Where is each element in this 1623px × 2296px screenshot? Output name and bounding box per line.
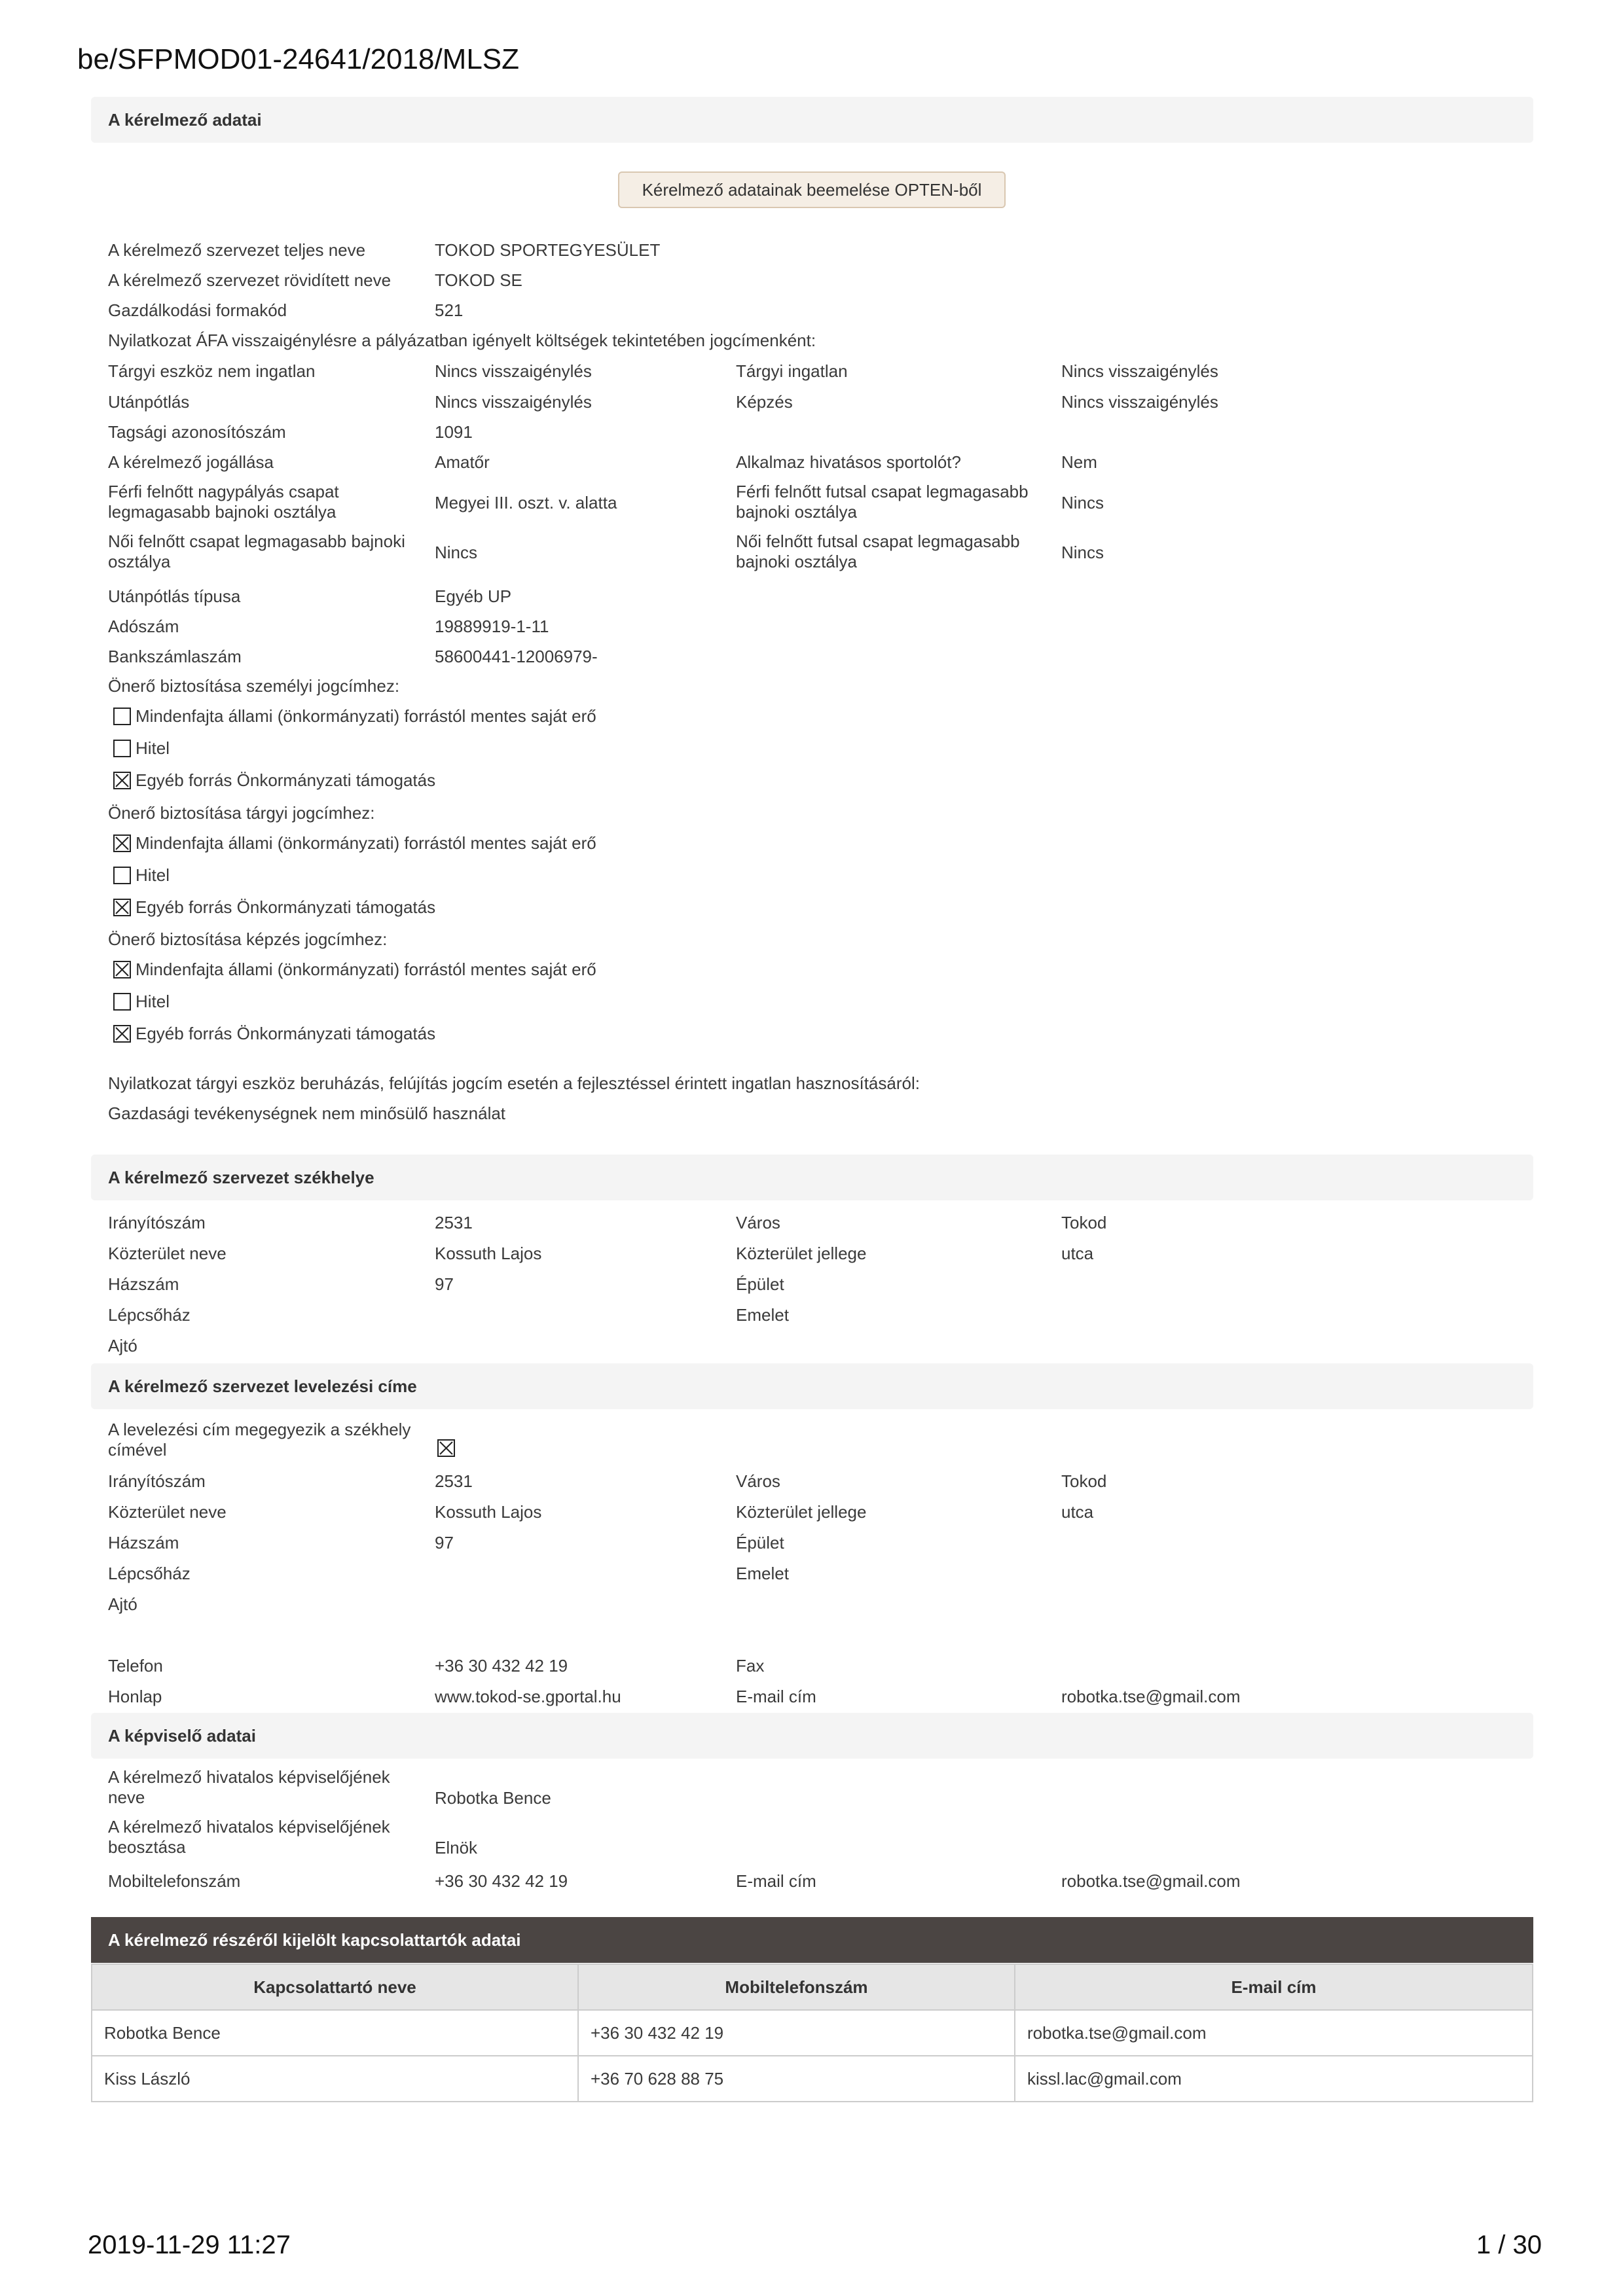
fax-label: Fax: [736, 1656, 765, 1676]
option-training-other: Egyéb forrás Önkormányzati támogatás: [136, 1024, 436, 1043]
option-personal-own: Mindenfajta állami (önkormányzati) forrástól mentes saját erő: [136, 706, 596, 726]
seat-house-no-value: 97: [435, 1274, 454, 1294]
women-futsal-value: Nincs: [1061, 543, 1104, 562]
form-code-label: Gazdálkodási formakód: [108, 300, 287, 320]
member-id-label: Tagsági azonosítószám: [108, 422, 286, 442]
mail-street-type-label: Közterület jellege: [736, 1502, 867, 1522]
own-funds-training-label: Önerő biztosítása képzés jogcímhez:: [108, 929, 388, 949]
men-futsal-label: Férfi felnőtt futsal csapat legmagasabb bajnoki osztálya: [736, 482, 1029, 522]
contact-email-cell: kissl.lac@gmail.com: [1015, 2056, 1533, 2102]
table-row: [92, 2056, 1533, 2102]
men-league-label: Férfi felnőtt nagypályás csapat legmagasabb bajnoki osztálya: [108, 482, 339, 522]
mail-street-value: Kossuth Lajos: [435, 1502, 542, 1522]
afa-declaration-label: Nyilatkozat ÁFA visszaigénylésre a pályázatban igényelt költségek tekintetében jogcímenként:: [108, 331, 816, 350]
checkbox-personal-own[interactable]: [113, 708, 131, 725]
mail-zip-value: 2531: [435, 1471, 473, 1491]
own-funds-personal-label: Önerő biztosítása személyi jogcímhez:: [108, 676, 400, 696]
section-header-seat: A kérelmező szervezet székhelye: [91, 1155, 1533, 1200]
training-value: Nincs visszaigénylés: [1061, 392, 1218, 412]
asset-value: Nincs visszaigénylés: [435, 361, 592, 381]
rep-email-value: robotka.tse@gmail.com: [1061, 1871, 1241, 1891]
seat-city-label: Város: [736, 1213, 780, 1232]
mail-zip-label: Irányítószám: [108, 1471, 206, 1491]
rep-position-label: A kérelmező hivatalos képviselőjének beosztása: [108, 1817, 390, 1857]
seat-floor-label: Emelet: [736, 1305, 789, 1325]
youth-type-label: Utánpótlás típusa: [108, 586, 241, 606]
contact-name-cell: Robotka Bence: [92, 2010, 578, 2056]
option-asset-own: Mindenfajta állami (önkormányzati) forrástól mentes saját erő: [136, 833, 596, 853]
training-label: Képzés: [736, 392, 793, 412]
checkbox-personal-loan[interactable]: [113, 740, 131, 757]
property-use-value: Gazdasági tevékenységnek nem minősülő használat: [108, 1103, 506, 1123]
youth-label: Utánpótlás: [108, 392, 190, 412]
mail-building-label: Épület: [736, 1533, 784, 1552]
own-funds-asset-label: Önerő biztosítása tárgyi jogcímhez:: [108, 803, 375, 823]
seat-zip-value: 2531: [435, 1213, 473, 1232]
form-code-value: 521: [435, 300, 464, 320]
men-league-value: Megyei III. oszt. v. alatta: [435, 493, 617, 512]
seat-staircase-label: Lépcsőház: [108, 1305, 191, 1325]
mail-city-label: Város: [736, 1471, 780, 1491]
table-header-row: [92, 1964, 1533, 2010]
full-name-value: TOKOD SPORTEGYESÜLET: [435, 240, 661, 260]
checkbox-asset-other[interactable]: [113, 899, 131, 916]
contact-mobile-cell: +36 30 432 42 19: [578, 2010, 1015, 2056]
mail-street-label: Közterület neve: [108, 1502, 227, 1522]
checkbox-training-loan[interactable]: [113, 993, 131, 1011]
pro-athlete-label: Alkalmaz hivatásos sportolót?: [736, 452, 961, 472]
checkbox-personal-other[interactable]: [113, 772, 131, 789]
youth-type-value: Egyéb UP: [435, 586, 512, 606]
footer-timestamp: 2019-11-29 11:27: [88, 2231, 291, 2259]
bank-account-value: 58600441-12006979-: [435, 647, 598, 666]
women-league-value: Nincs: [435, 543, 478, 562]
website-value: www.tokod-se.gportal.hu: [435, 1687, 621, 1706]
section-header-mailing: A kérelmező szervezet levelezési címe: [91, 1363, 1533, 1409]
bank-account-label: Bankszámlaszám: [108, 647, 242, 666]
phone-value: +36 30 432 42 19: [435, 1656, 568, 1676]
rep-email-label: E-mail cím: [736, 1871, 816, 1891]
checkbox-training-other[interactable]: [113, 1025, 131, 1043]
phone-label: Telefon: [108, 1656, 163, 1676]
legal-status-value: Amatőr: [435, 452, 490, 472]
mail-staircase-label: Lépcsőház: [108, 1564, 191, 1583]
opten-import-button[interactable]: Kérelmező adatainak beemelése OPTEN-ből: [618, 171, 1006, 208]
option-training-own: Mindenfajta állami (önkormányzati) forrástól mentes saját erő: [136, 960, 596, 979]
table-row: [92, 2010, 1533, 2056]
option-personal-other: Egyéb forrás Önkormányzati támogatás: [136, 770, 436, 790]
legal-status-label: A kérelmező jogállása: [108, 452, 274, 472]
mail-street-type-value: utca: [1061, 1502, 1094, 1522]
seat-building-label: Épület: [736, 1274, 784, 1294]
pro-athlete-value: Nem: [1061, 452, 1097, 472]
short-name-value: TOKOD SE: [435, 270, 522, 290]
mail-house-no-label: Házszám: [108, 1533, 179, 1552]
contacts-table: [91, 1964, 1533, 2102]
rep-mobile-label: Mobiltelefonszám: [108, 1871, 241, 1891]
mail-house-no-value: 97: [435, 1533, 454, 1552]
section-header-representative: A képviselő adatai: [91, 1713, 1533, 1759]
contact-name-cell: Kiss László: [92, 2056, 578, 2102]
seat-city-value: Tokod: [1061, 1213, 1107, 1232]
option-training-loan: Hitel: [136, 992, 170, 1011]
document-reference: be/SFPMOD01-24641/2018/MLSZ: [77, 43, 520, 75]
column-header-email: E-mail cím: [1015, 1964, 1533, 2010]
seat-street-type-label: Közterület jellege: [736, 1244, 867, 1263]
section-header-contacts: A kérelmező részéről kijelölt kapcsolattartók adatai: [91, 1917, 1533, 1963]
short-name-label: A kérelmező szervezet rövidített neve: [108, 270, 392, 290]
column-header-name: Kapcsolattartó neve: [92, 1964, 578, 2010]
contact-mobile-cell: +36 70 628 88 75: [578, 2056, 1015, 2102]
tax-number-label: Adószám: [108, 617, 179, 636]
rep-name-label: A kérelmező hivatalos képviselőjének neve: [108, 1767, 390, 1807]
seat-door-label: Ajtó: [108, 1336, 137, 1355]
men-futsal-value: Nincs: [1061, 493, 1104, 512]
seat-zip-label: Irányítószám: [108, 1213, 206, 1232]
checkbox-training-own[interactable]: [113, 961, 131, 978]
rep-name-value: Robotka Bence: [435, 1788, 551, 1808]
seat-street-label: Közterület neve: [108, 1244, 227, 1263]
women-league-label: Női felnőtt csapat legmagasabb bajnoki osztálya: [108, 531, 405, 571]
website-label: Honlap: [108, 1687, 162, 1706]
checkbox-asset-own[interactable]: [113, 834, 131, 852]
mail-door-label: Ajtó: [108, 1594, 137, 1614]
seat-street-type-value: utca: [1061, 1244, 1094, 1263]
option-personal-loan: Hitel: [136, 738, 170, 758]
email-label: E-mail cím: [736, 1687, 816, 1706]
rep-mobile-value: +36 30 432 42 19: [435, 1871, 568, 1891]
member-id-value: 1091: [435, 422, 473, 442]
option-asset-loan: Hitel: [136, 865, 170, 885]
option-asset-other: Egyéb forrás Önkormányzati támogatás: [136, 897, 436, 917]
tax-number-value: 19889919-1-11: [435, 617, 549, 636]
mail-floor-label: Emelet: [736, 1564, 789, 1583]
section-header-applicant: A kérelmező adatai: [91, 97, 1533, 143]
property-use-label: Nyilatkozat tárgyi eszköz beruházás, felújítás jogcím esetén a fejlesztéssel érintett ingatlan hasznosításáról:: [108, 1073, 920, 1093]
column-header-mobile: Mobiltelefonszám: [578, 1964, 1015, 2010]
seat-street-value: Kossuth Lajos: [435, 1244, 542, 1263]
mail-same-label: A levelezési cím megegyezik a székhely címével: [108, 1420, 411, 1460]
checkbox-asset-loan[interactable]: [113, 867, 131, 884]
youth-value: Nincs visszaigénylés: [435, 392, 592, 412]
realestate-label: Tárgyi ingatlan: [736, 361, 848, 381]
realestate-value: Nincs visszaigénylés: [1061, 361, 1218, 381]
full-name-label: A kérelmező szervezet teljes neve: [108, 240, 366, 260]
seat-house-no-label: Házszám: [108, 1274, 179, 1294]
mail-city-value: Tokod: [1061, 1471, 1107, 1491]
women-futsal-label: Női felnőtt futsal csapat legmagasabb bajnoki osztálya: [736, 531, 1020, 571]
checkbox-mail-same[interactable]: [437, 1439, 455, 1457]
rep-position-value: Elnök: [435, 1838, 478, 1857]
contact-email-cell: robotka.tse@gmail.com: [1015, 2010, 1533, 2056]
asset-label: Tárgyi eszköz nem ingatlan: [108, 361, 316, 381]
page-number: 1 / 30: [1476, 2231, 1542, 2259]
email-value: robotka.tse@gmail.com: [1061, 1687, 1241, 1706]
